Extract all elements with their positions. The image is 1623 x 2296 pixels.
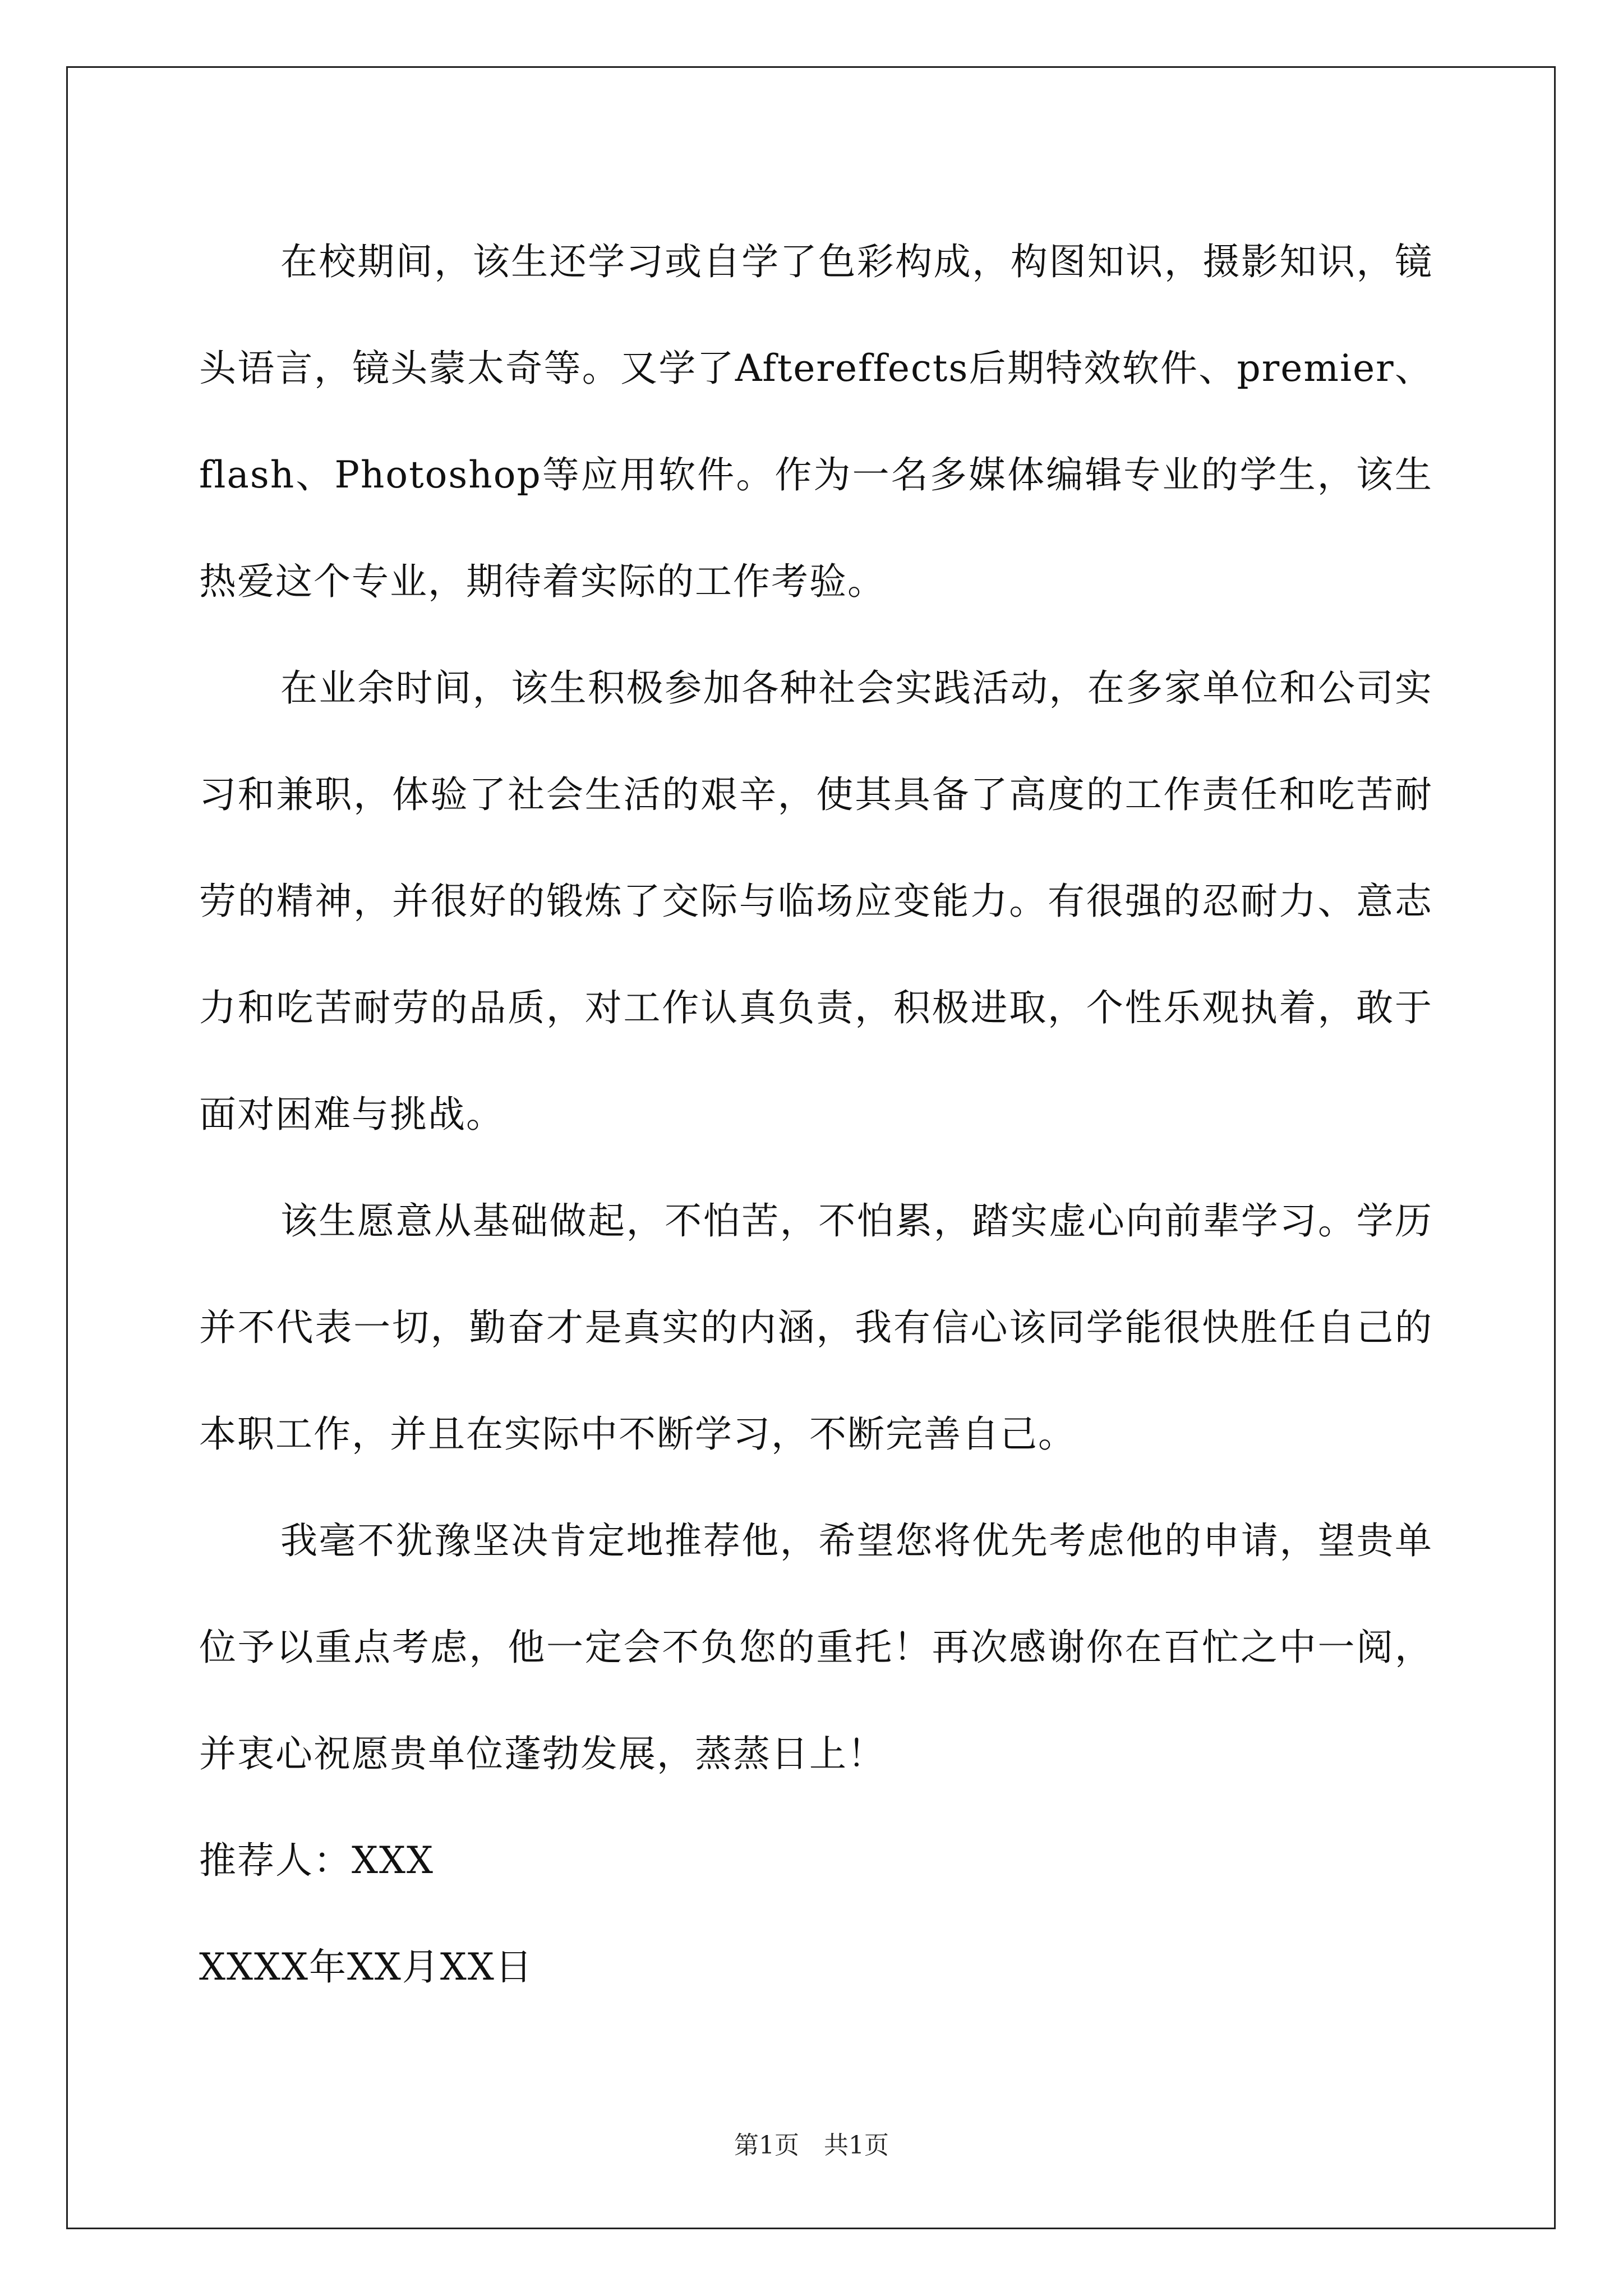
paragraph-4: 我毫不犹豫坚决肯定地推荐他，希望您将优先考虑他的申请，望贵单位予以重点考虑，他一定会不负您的重托！再次感谢你在百忙之中一阅，并衷心祝愿贵单位蓬勃发展，蒸蒸日上！ xyxy=(199,1519,1433,1775)
paragraph-1: 在校期间，该生还学习或自学了色彩构成，构图知识，摄影知识，镜头语言，镜头蒙太奇等。又学了Aftereffects后期特效软件、premier、flash、Photoshop等应用软件。作为一名多媒体编辑专业的学生，该生热爱这个专业，期待着实际的工作考验。 xyxy=(199,240,1433,603)
date-line: XXXX年XX月XX日 xyxy=(199,1945,533,1989)
page-footer: 第1页 共1页 xyxy=(734,2131,889,2160)
document-body xyxy=(199,209,1433,2021)
recommender-line: 推荐人：XXX xyxy=(199,1839,434,1882)
paragraph-2: 在业余时间，该生积极参加各种社会实践活动，在多家单位和公司实习和兼职，体验了社会生活的艰辛，使其具备了高度的工作责任和吃苦耐劳的精神，并很好的锻炼了交际与临场应变能力。有很强的忍耐力、意志力和吃苦耐劳的品质，对工作认真负责，积极进取，个性乐观执着，敢于面对困难与挑战。 xyxy=(199,666,1433,1136)
paragraph-3: 该生愿意从基础做起，不怕苦，不怕累，踏实虚心向前辈学习。学历并不代表一切，勤奋才是真实的内涵，我有信心该同学能很快胜任自己的本职工作，并且在实际中不断学习，不断完善自己。 xyxy=(199,1199,1433,1456)
